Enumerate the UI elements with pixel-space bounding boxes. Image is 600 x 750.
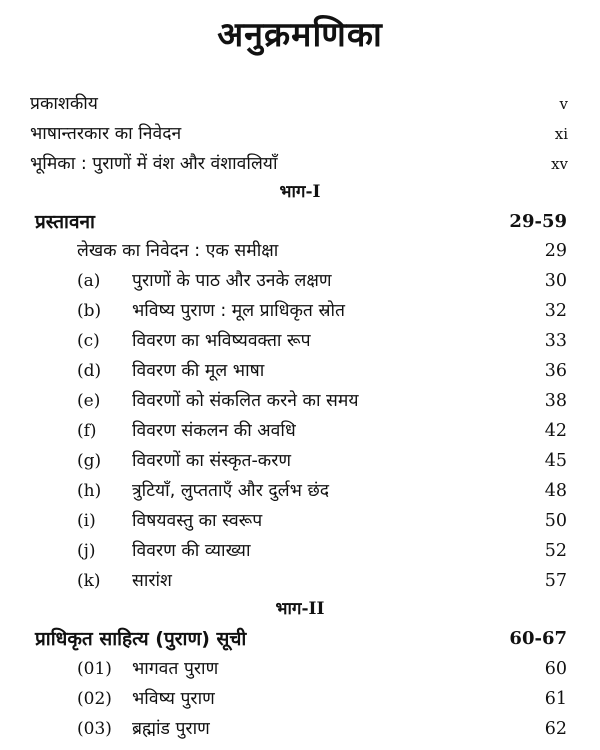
toc-entry-page: 57 <box>544 571 567 591</box>
toc-entry-page: 48 <box>544 481 567 501</box>
toc-entry-label: विषयवस्तु का स्वरूप <box>132 511 263 531</box>
toc-entry-tag: (01) <box>77 659 112 679</box>
toc-entry-page: 42 <box>544 421 567 441</box>
toc-entry-tag: (g) <box>77 451 102 471</box>
toc-entry-label: भविष्य पुराण <box>132 689 215 709</box>
part-heading: भाग-I <box>279 182 321 202</box>
toc-entry-tag: (c) <box>77 331 100 351</box>
toc-entry-label: सारांश <box>132 571 172 591</box>
toc-entry[interactable] <box>0 386 600 416</box>
toc-chapter-pages: 60-67 <box>509 628 567 649</box>
toc-entry-label: विवरण का भविष्यवक्ता रूप <box>132 331 311 351</box>
toc-entry-page: 38 <box>544 391 567 411</box>
toc-entry-label: लेखक का निवेदन : एक समीक्षा <box>77 241 279 261</box>
toc-entry-tag: (f) <box>77 421 97 441</box>
toc-entry-page: 60 <box>544 659 567 679</box>
toc-entry-page: 50 <box>544 511 567 531</box>
toc-entry[interactable] <box>0 296 600 326</box>
toc-entry[interactable] <box>0 236 600 266</box>
toc-entry-tag: (02) <box>77 689 112 709</box>
toc-entry-label: प्रकाशकीय <box>30 94 98 114</box>
toc-entry-tag: (i) <box>77 511 96 531</box>
toc-entry[interactable] <box>0 119 600 149</box>
toc-entry-page: 45 <box>544 451 567 471</box>
toc-entry-page: 30 <box>544 271 567 291</box>
toc-entry[interactable] <box>0 654 600 684</box>
toc-entry[interactable] <box>0 476 600 506</box>
toc-entry[interactable] <box>0 149 600 179</box>
toc-entry-label: भविष्य पुराण : मूल प्राधिकृत स्रोत <box>132 301 345 321</box>
toc-entry-page: v <box>559 95 568 113</box>
toc-entry[interactable] <box>0 356 600 386</box>
toc-chapter-label: प्रस्तावना <box>35 211 95 233</box>
toc-entry[interactable] <box>0 266 600 296</box>
toc-entry-tag: (k) <box>77 571 101 591</box>
toc-entry-page: xi <box>554 125 568 143</box>
toc-entry-label: पुराणों के पाठ और उनके लक्षण <box>132 271 332 291</box>
toc-entry[interactable] <box>0 326 600 356</box>
part-heading: भाग-II <box>275 599 325 619</box>
toc-entry-label: त्रुटियाँ, लुप्तताएँ और दुर्लभ छंद <box>132 481 330 501</box>
toc-entry[interactable] <box>0 89 600 119</box>
toc-entry-label: भागवत पुराण <box>132 659 219 679</box>
toc-entry-page: 62 <box>544 719 567 739</box>
toc-entry-tag: (j) <box>77 541 96 561</box>
toc-entry-tag: (d) <box>77 361 102 381</box>
toc-entry[interactable] <box>0 536 600 566</box>
toc-entry-page: 52 <box>544 541 567 561</box>
toc-entry[interactable] <box>0 566 600 596</box>
toc-entry[interactable] <box>0 506 600 536</box>
toc-entry[interactable] <box>0 416 600 446</box>
toc-entry-label: विवरण की मूल भाषा <box>132 361 265 381</box>
toc-chapter-pages: 29-59 <box>509 211 567 232</box>
toc-entry-label: भूमिका : पुराणों में वंश और वंशावलियाँ <box>30 154 278 174</box>
toc-entry-label: विवरण की व्याख्या <box>132 541 251 561</box>
toc-entry-page: 29 <box>544 241 567 261</box>
toc-entry-label: ब्रह्मांड पुराण <box>132 719 210 739</box>
toc-entry-tag: (a) <box>77 271 101 291</box>
toc-entry-tag: (b) <box>77 301 102 321</box>
toc-entry[interactable] <box>0 684 600 714</box>
toc-entry-tag: (e) <box>77 391 101 411</box>
toc-chapter[interactable] <box>0 207 600 237</box>
toc-entry-page: 33 <box>544 331 567 351</box>
page-title: अनुक्रमणिका <box>217 15 383 55</box>
toc-entry-page: 36 <box>544 361 567 381</box>
toc-entry[interactable] <box>0 446 600 476</box>
toc-entry-label: भाषान्तरकार का निवेदन <box>30 124 182 144</box>
toc-entry[interactable] <box>0 714 600 744</box>
toc-entry-label: विवरण संकलन की अवधि <box>132 421 296 441</box>
toc-entry-label: विवरणों को संकलित करने का समय <box>132 391 359 411</box>
toc-chapter-label: प्राधिकृत साहित्य (पुराण) सूची <box>35 628 247 650</box>
toc-entry-tag: (03) <box>77 719 112 739</box>
toc-entry-tag: (h) <box>77 481 102 501</box>
toc-entry-label: विवरणों का संस्कृत-करण <box>132 451 292 471</box>
toc-entry-page: 61 <box>544 689 567 709</box>
toc-entry-page: xv <box>551 155 568 173</box>
toc-entry-page: 32 <box>544 301 567 321</box>
toc-chapter[interactable] <box>0 624 600 654</box>
